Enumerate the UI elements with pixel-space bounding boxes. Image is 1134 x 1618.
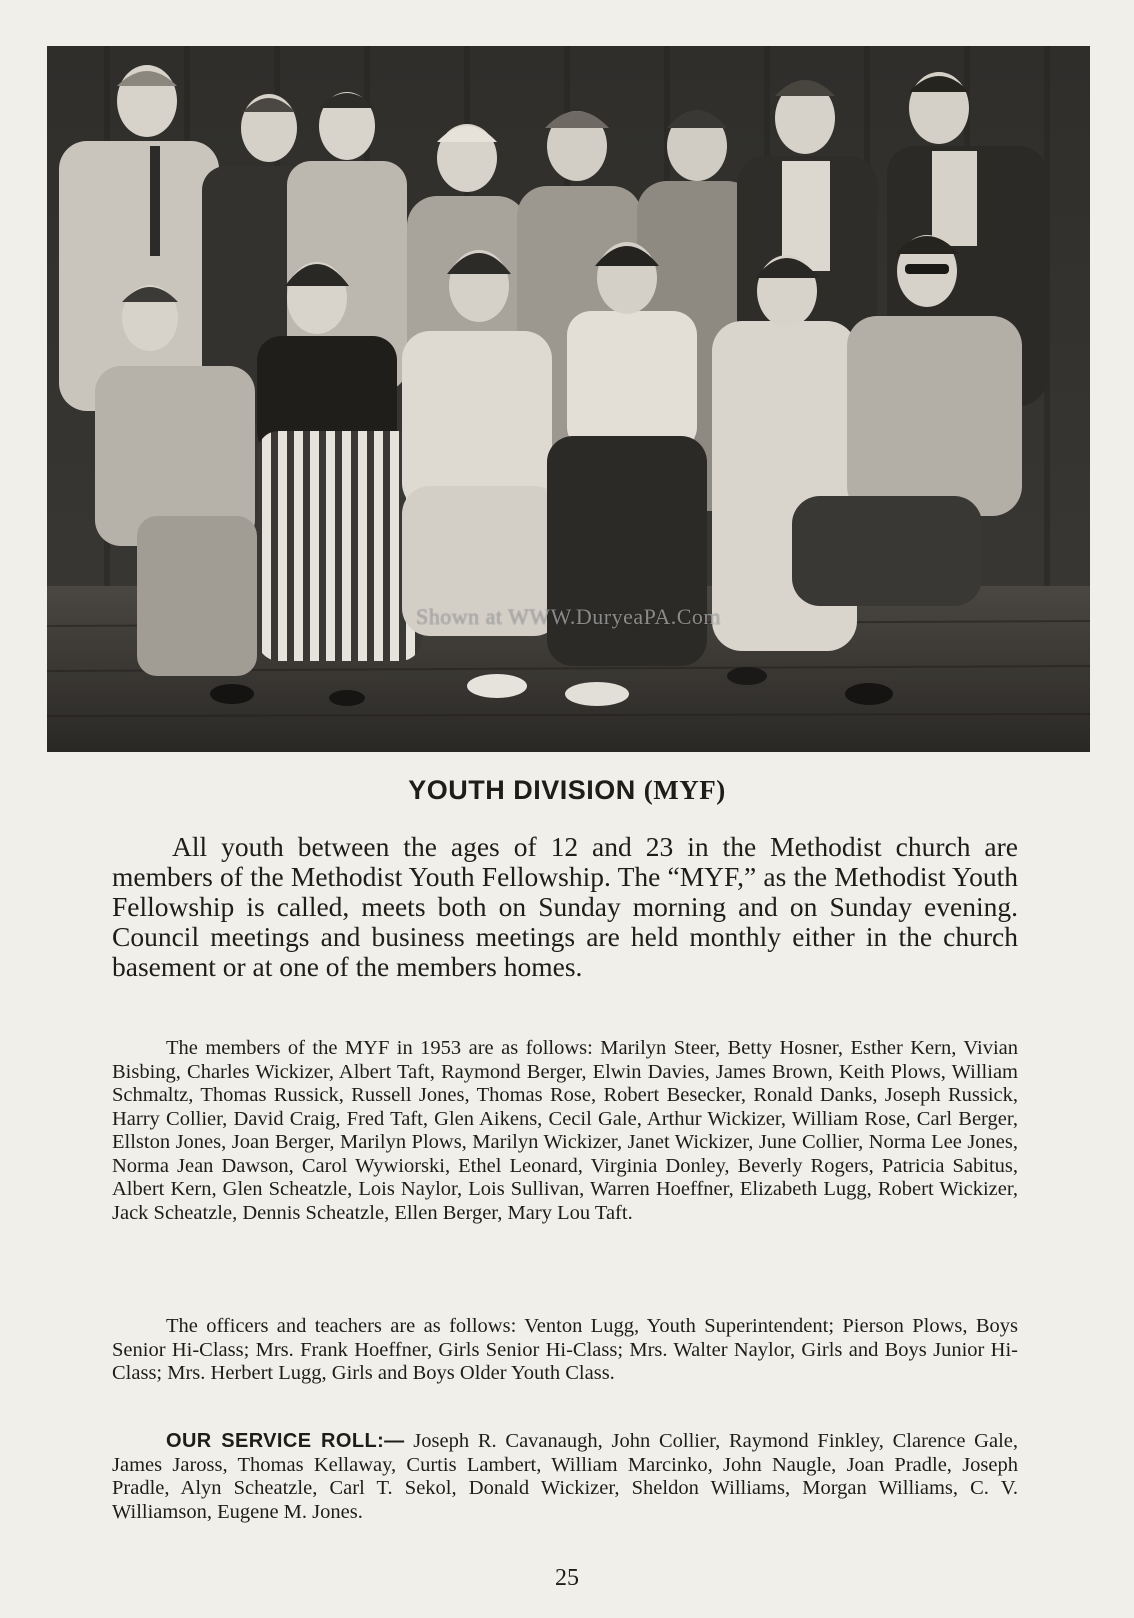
service-roll-paragraph (112, 1430, 1018, 1524)
heading-abbreviation: (MYF) (643, 775, 726, 805)
page-number: 25 (555, 1565, 579, 1591)
intro-paragraph: All youth between the ages of 12 and 23 in the Methodist church are members of the Methodist Youth Fellowship. The “MYF,” as the Methodist Youth Fellowship is called, meets both on Sunday morning and on Sunday evening. Council meetings and business meetings are held monthly either in the church basement or at one of the members homes. (112, 831, 1018, 982)
officers-paragraph: The officers and teachers are as follows: Venton Lugg, Youth Superintendent; Pierson Plows, Boys Senior Hi-Class; Mrs. Frank Hoeffner, Girls Senior Hi-Class; Mrs. Walter Naylor, Girls and Boys Junior Hi-Class; Mrs. Herbert Lugg, Girls and Boys Older Youth Class. (112, 1315, 1018, 1384)
section-heading (0, 775, 1134, 806)
members-paragraph: The members of the MYF in 1953 are as follows: Marilyn Steer, Betty Hosner, Esther Kern, Vivian Bisbing, Charles Wickizer, Albert Taft, Raymond Berger, Elwin Davies, James Brown, Keith Plows, William Schmaltz, Thomas Russick, Russell Jones, Thomas Rose, Robert Besecker, Ronald Danks, Joseph Russick, Harry Collier, David Craig, Fred Taft, Glen Aikens, Cecil Gale, Arthur Wickizer, William Rose, Carl Berger, Ellston Jones, Joan Berger, Marilyn Plows, Marilyn Wickizer, Janet Wickizer, June Collier, Norma Lee Jones, Norma Jean Dawson, Carol Wywiorski, Ethel Leonard, Virginia Donley, Beverly Rogers, Patricia Sabitus, Albert Kern, Glen Scheatzle, Lois Naylor, Lois Sullivan, Warren Hoeffner, Elizabeth Lugg, Robert Wickizer, Jack Scheatzle, Dennis Scheatzle, Ellen Berger, Mary Lou Taft. (112, 1037, 1018, 1224)
service-roll-names: Joseph R. Cavanaugh, John Collier, Raymond Finkley, Clarence Gale, James Jaross, Thomas Kellaway, Curtis Lambert, William Marcinko, John Naugle, Joan Pradle, Joseph Pradle, Alyn Scheatzle, Carl T. Sekol, Donald Wickizer, Sheldon Williams, Morgan Williams, C. V. Williamson, Eugene M. Jones. (112, 1430, 1019, 1523)
group-photograph (47, 46, 1090, 752)
heading-title: YOUTH DIVISION (408, 775, 636, 805)
photo-watermark: Shown at WWW.DuryeaPA.Com (415, 604, 721, 629)
service-roll-label: OUR SERVICE ROLL:— (166, 1430, 405, 1452)
group-photograph-image (47, 46, 1090, 752)
